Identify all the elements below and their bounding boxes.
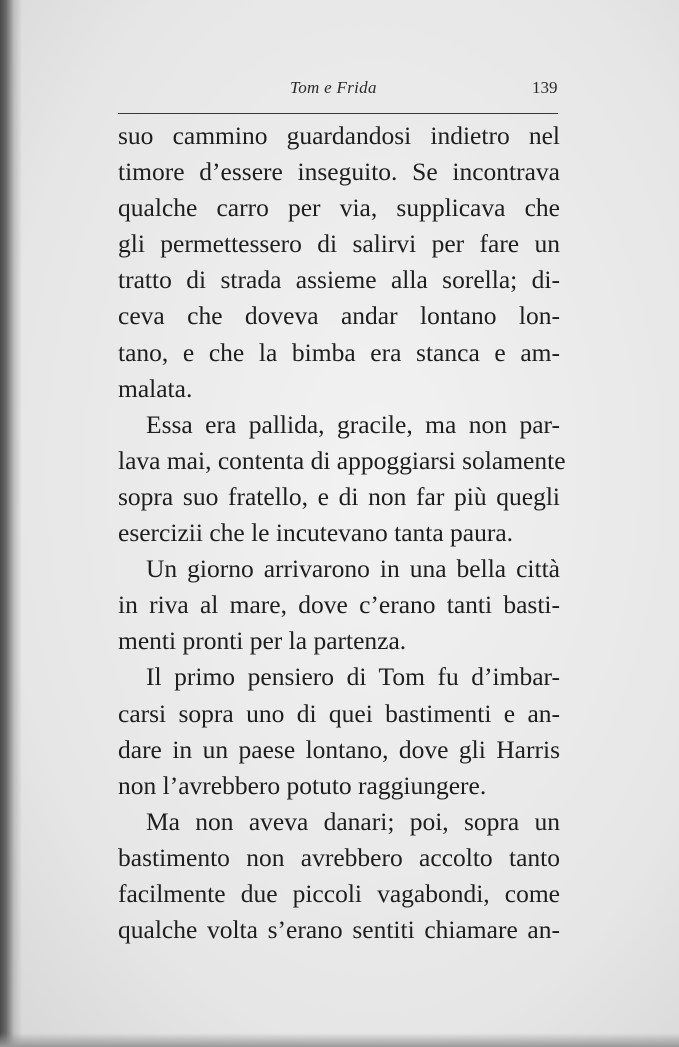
text-line: suo cammino guardandosi indietro nel xyxy=(118,121,560,150)
text-line: facilmente due piccoli vagabondi, come xyxy=(118,878,560,908)
page-header xyxy=(0,78,679,102)
text-line: carsi sopra uno di quei bastimenti e an- xyxy=(118,698,560,728)
body-text xyxy=(118,118,566,948)
page-bottom-edge xyxy=(0,1033,679,1047)
text-line: sopra suo fratello, e di non far più quegli xyxy=(118,481,560,511)
book-spine-shadow xyxy=(0,0,22,1047)
text-line: Un giorno arrivarono in una bella città xyxy=(146,554,560,584)
text-line: Essa era pallida, gracile, ma non par- xyxy=(146,409,560,439)
text-line: malata. xyxy=(118,373,193,403)
text-line: timore d’essere inseguito. Se incontrava xyxy=(118,157,560,187)
running-title: Tom e Frida xyxy=(290,78,377,97)
text-line: esercizii che le incutevano tanta paura. xyxy=(118,518,514,548)
header-rule xyxy=(118,113,558,114)
text-line: gli permettessero di salirvi per fare un xyxy=(118,229,560,259)
text-line: bastimento non avrebbero accolto tanto xyxy=(118,842,560,872)
text-line: ceva che doveva andar lontano lon- xyxy=(118,301,560,331)
text-line: tano, e che la bimba era stanca e am- xyxy=(118,337,560,367)
page-number: 139 xyxy=(532,78,558,97)
text-line: qualche volta s’erano sentiti chiamare an- xyxy=(118,915,560,945)
text-line: non l’avrebbero potuto raggiungere. xyxy=(118,770,487,800)
text-line: Il primo pensiero di Tom fu d’imbar- xyxy=(146,662,560,692)
text-line: tratto di strada assieme alla sorella; di- xyxy=(118,265,560,295)
text-line: menti pronti per la partenza. xyxy=(118,626,407,656)
text-line: qualche carro per via, supplicava che xyxy=(118,193,560,223)
text-line: dare in un paese lontano, dove gli Harris xyxy=(118,734,560,764)
text-line: Ma non aveva danari; poi, sopra un xyxy=(146,806,560,836)
text-line: lava mai, contenta di appoggiarsi solamente xyxy=(118,445,566,475)
text-line: in riva al mare, dove c’erano tanti basti- xyxy=(118,590,560,620)
